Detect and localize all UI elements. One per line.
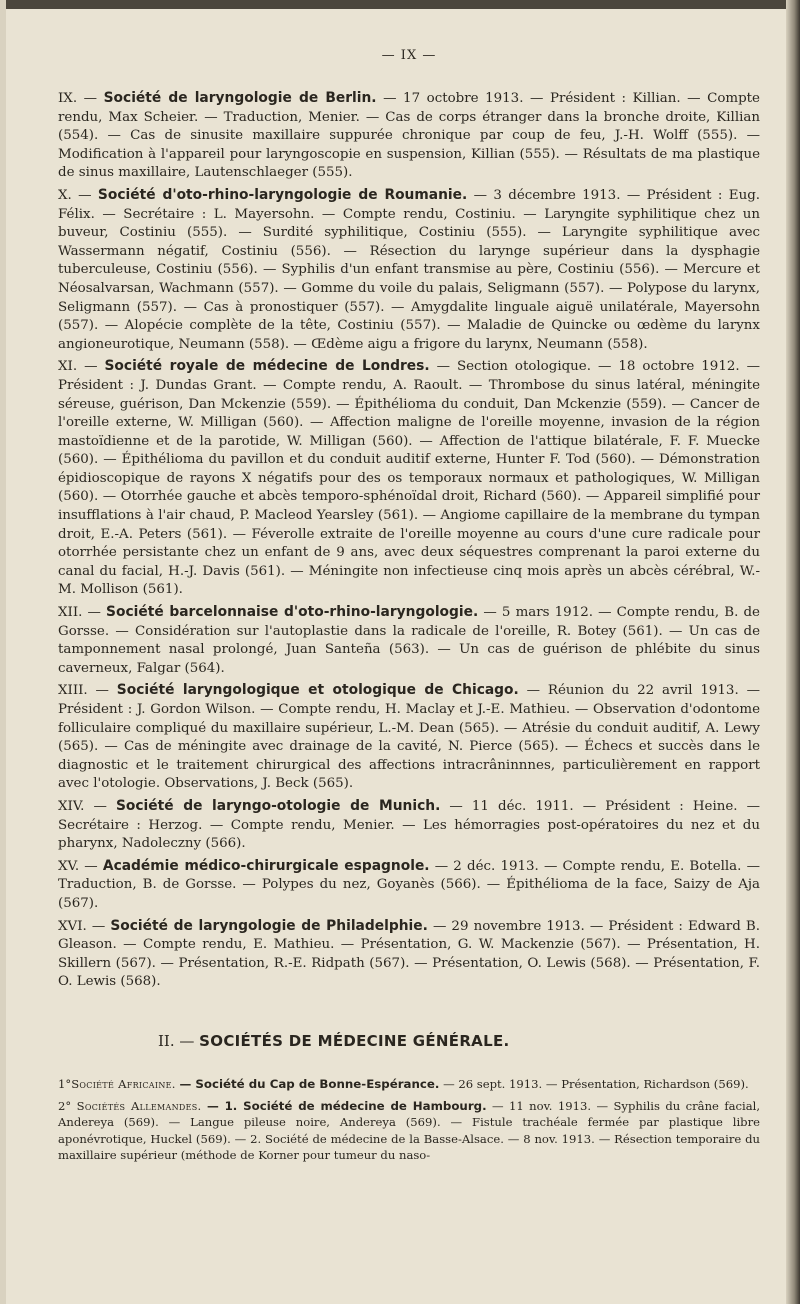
subentry-number: 1°	[58, 1076, 72, 1091]
section-title: SOCIÉTÉS DE MÉDECINE GÉNÉRALE.	[199, 1031, 510, 1050]
subentry-text: — 11 nov. 1913. — Syphilis du crâne facial, Andereya (569). — Langue pileuse noire, Andereya (569). — Fistule trachéale fermée par plastique libre aponévrotique, Huckel (569). — 2. Société de médecine de la Basse-Alsace. — 8 nov. 1913. — Résection temporaire du maxillaire supérieur (méthode de Korner pour tumeur du naso-	[58, 1098, 761, 1163]
society-name: Société d'oto-rhino-laryngologie de Roumanie.	[97, 186, 468, 203]
society-name: Société de laryngologie de Philadelphie.	[110, 917, 428, 934]
subentry-1	[58, 1076, 760, 1093]
society-name: Société barcelonnaise d'oto-rhino-laryngologie.	[106, 604, 479, 621]
page-top-edge	[0, 0, 800, 9]
entry-number: XI. —	[58, 359, 98, 375]
society-name: Société royale de médecine de Londres.	[104, 358, 430, 375]
subentry-category: Société Africaine.	[71, 1076, 176, 1091]
entry-number: XII. —	[58, 605, 101, 621]
society-name: — Société du Cap de Bonne-Espérance.	[179, 1076, 440, 1091]
society-name: Société de laryngologie de Berlin.	[103, 90, 377, 106]
subentry-category: Sociétés Allemandes.	[76, 1098, 202, 1113]
entry-text: — Section otologique. — 18 octobre 1912. — Président : J. Dundas Grant. — Compte rendu, A. Raoult. — Thrombose du sinus latéral, méningite séreuse, guérison, Dan Mckenzie (559). — Épithélioma du conduit, Dan Mckenzie (559). — Cancer de l'oreille externe, W. Milligan (560). — Affection maligne de l'oreille moyenne, invasion de la région mastoïdienne et de la parotide, W. Milligan (560). — Affection de l'attique bilatérale, F. F. Muecke (560). — Épithélioma du pavillon et du conduit auditif externe, Hunter F. Tod (560). — Démonstration épidioscopique de rayons X négatifs pour des os temporaux normaux et pathologiques, W. Milligan (560). — Otorrhée gauche et abcès temporo-sphénoïdal droit, Richard (560). — Appareil simplifié pour insufflations à l'air chaud, P. Macleod Yearsley (561). — Angiome capillaire de la membrane du tympan droit, E.-A. Peters (561). — Féverolle extraite de l'oreille moyenne au cours d'une cure radicale pour otorrhée persistante chez un enfant de 9 ans, avec deux séquestres comprenant la paroi externe du canal du facial, H.-J. Davis (561). — Méningite non infectieuse cinq mois après un abcès cérébral, W.-M. Mollison (561).	[58, 359, 760, 598]
entry-text: — 17 octobre 1913. — Président : Killian. — Compte rendu, Max Scheier. — Traduction, Menier. — Cas de corps étranger dans la bronche droite, Killian (554). — Cas de sinusite maxillaire suppurée chronique par coup de feu, J.-H. Wolff (555). — Modification à l'appareil pour laryngoscopie en suspension, Killian (555). — Résultats de ma plastique de sinus maxillaire, Lautenschlaeger (555).	[58, 91, 760, 181]
section-number: II. —	[158, 1031, 195, 1050]
entry-number: XVI. —	[58, 918, 106, 934]
entry-text: — 11 déc. 1911. — Président : Heine. — Secrétaire : Herzog. — Compte rendu, Menier. — Les hémorragies post-opératoires du nez et du pharynx, Nadoleczny (566).	[58, 798, 760, 852]
society-entries	[58, 89, 760, 992]
entry-x	[58, 186, 760, 354]
society-name: Académie médico-chirurgicale espagnole.	[102, 857, 430, 874]
society-name: Société de laryngo-otologie de Munich.	[115, 797, 441, 814]
subentry-number: 2°	[58, 1098, 72, 1113]
subentry-text: — 26 sept. 1913. — Présentation, Richardson (569).	[443, 1076, 749, 1091]
entry-text: — 3 décembre 1913. — Président : Eug. Félix. — Secrétaire : L. Mayersohn. — Compte rendu, Costiniu. — Laryngite syphilitique chez un buveur, Costiniu (555). — Surdité syphilitique, Costiniu (555). — Laryngite syphilitique avec Wassermann négatif, Costiniu (556). — Résection du larynge supérieur dans la dysphagie tuberculeuse, Costiniu (556). — Syphilis d'un enfant transmise au père, Costiniu (556). — Mercure et Néosalvarsan, Wachmann (557). — Gomme du voile du palais, Seligmann (557). — Polypose du larynx, Seligmann (557). — Cas à pronostiquer (557). — Amygdalite linguale aiguë unilatérale, Mayersohn (557). — Alopécie complète de la tête, Costiniu (557). — Maladie de Quincke ou œdème du larynx angioneurotique, Neumann (558). — Œdème aigu a frigore du larynx, Neumann (558).	[58, 187, 761, 352]
section-heading	[58, 1032, 760, 1050]
society-name: — 1. Société de médecine de Hambourg.	[206, 1098, 487, 1113]
entry-number: IX. —	[58, 91, 98, 106]
page-number: — IX —	[381, 48, 437, 63]
page-left-edge	[0, 0, 6, 1304]
entry-ix	[58, 89, 760, 183]
entry-xvi	[58, 917, 760, 992]
entry-xiii	[58, 681, 760, 794]
subentry-2	[58, 1098, 760, 1164]
page-binding-edge	[786, 0, 800, 1304]
entry-xii	[58, 603, 760, 678]
entry-text: — Réunion du 22 avril 1913. — Président : J. Gordon Wilson. — Compte rendu, H. Maclay et J.-E. Mathieu. — Observation d'odontome folliculaire compliqué du maxillaire supérieur, L.-M. Dean (565). — Atrésie du conduit auditif, A. Lewy (565). — Cas de méningite avec drainage de la cavité, N. Pierce (565). — Échecs et succès dans le diagnostic et le traitement chirurgical des affections intracrâninnnes, particulièrement en rapport avec l'otologie. Observations, J. Beck (565).	[58, 683, 760, 792]
entry-text: — 5 mars 1912. — Compte rendu, B. de Gorsse. — Considération sur l'autoplastie dans la radicale de l'oreille, R. Botey (561). — Un cas de tamponnement nasal prolongé, Juan Santeña (563). — Un cas de guérison de phlébite du sinus caverneux, Falgar (564).	[58, 605, 760, 676]
entry-number: X. —	[58, 187, 92, 203]
section-subentries	[58, 1076, 760, 1164]
entry-xi	[58, 357, 760, 600]
society-name: Société laryngologique et otologique de Chicago.	[116, 682, 519, 699]
entry-text: — 29 novembre 1913. — Président : Edward B. Gleason. — Compte rendu, E. Mathieu. — Présentation, G. W. Mackenzie (567). — Présentation, H. Skillern (567). — Présentation, R.-E. Ridpath (567). — Présentation, O. Lewis (568). — Présentation, F. O. Lewis (568).	[58, 918, 760, 990]
entry-text: — 2 déc. 1913. — Compte rendu, E. Botella. — Traduction, B. de Gorsse. — Polypes du nez, Goyanès (566). — Épithélioma de la face, Saizy de Aja (567).	[58, 858, 760, 911]
entry-number: XIII. —	[58, 683, 109, 699]
entry-number: XV. —	[58, 858, 98, 874]
entry-xiv	[58, 797, 760, 854]
entry-xv	[58, 857, 760, 914]
entry-number: XIV. —	[58, 798, 107, 814]
